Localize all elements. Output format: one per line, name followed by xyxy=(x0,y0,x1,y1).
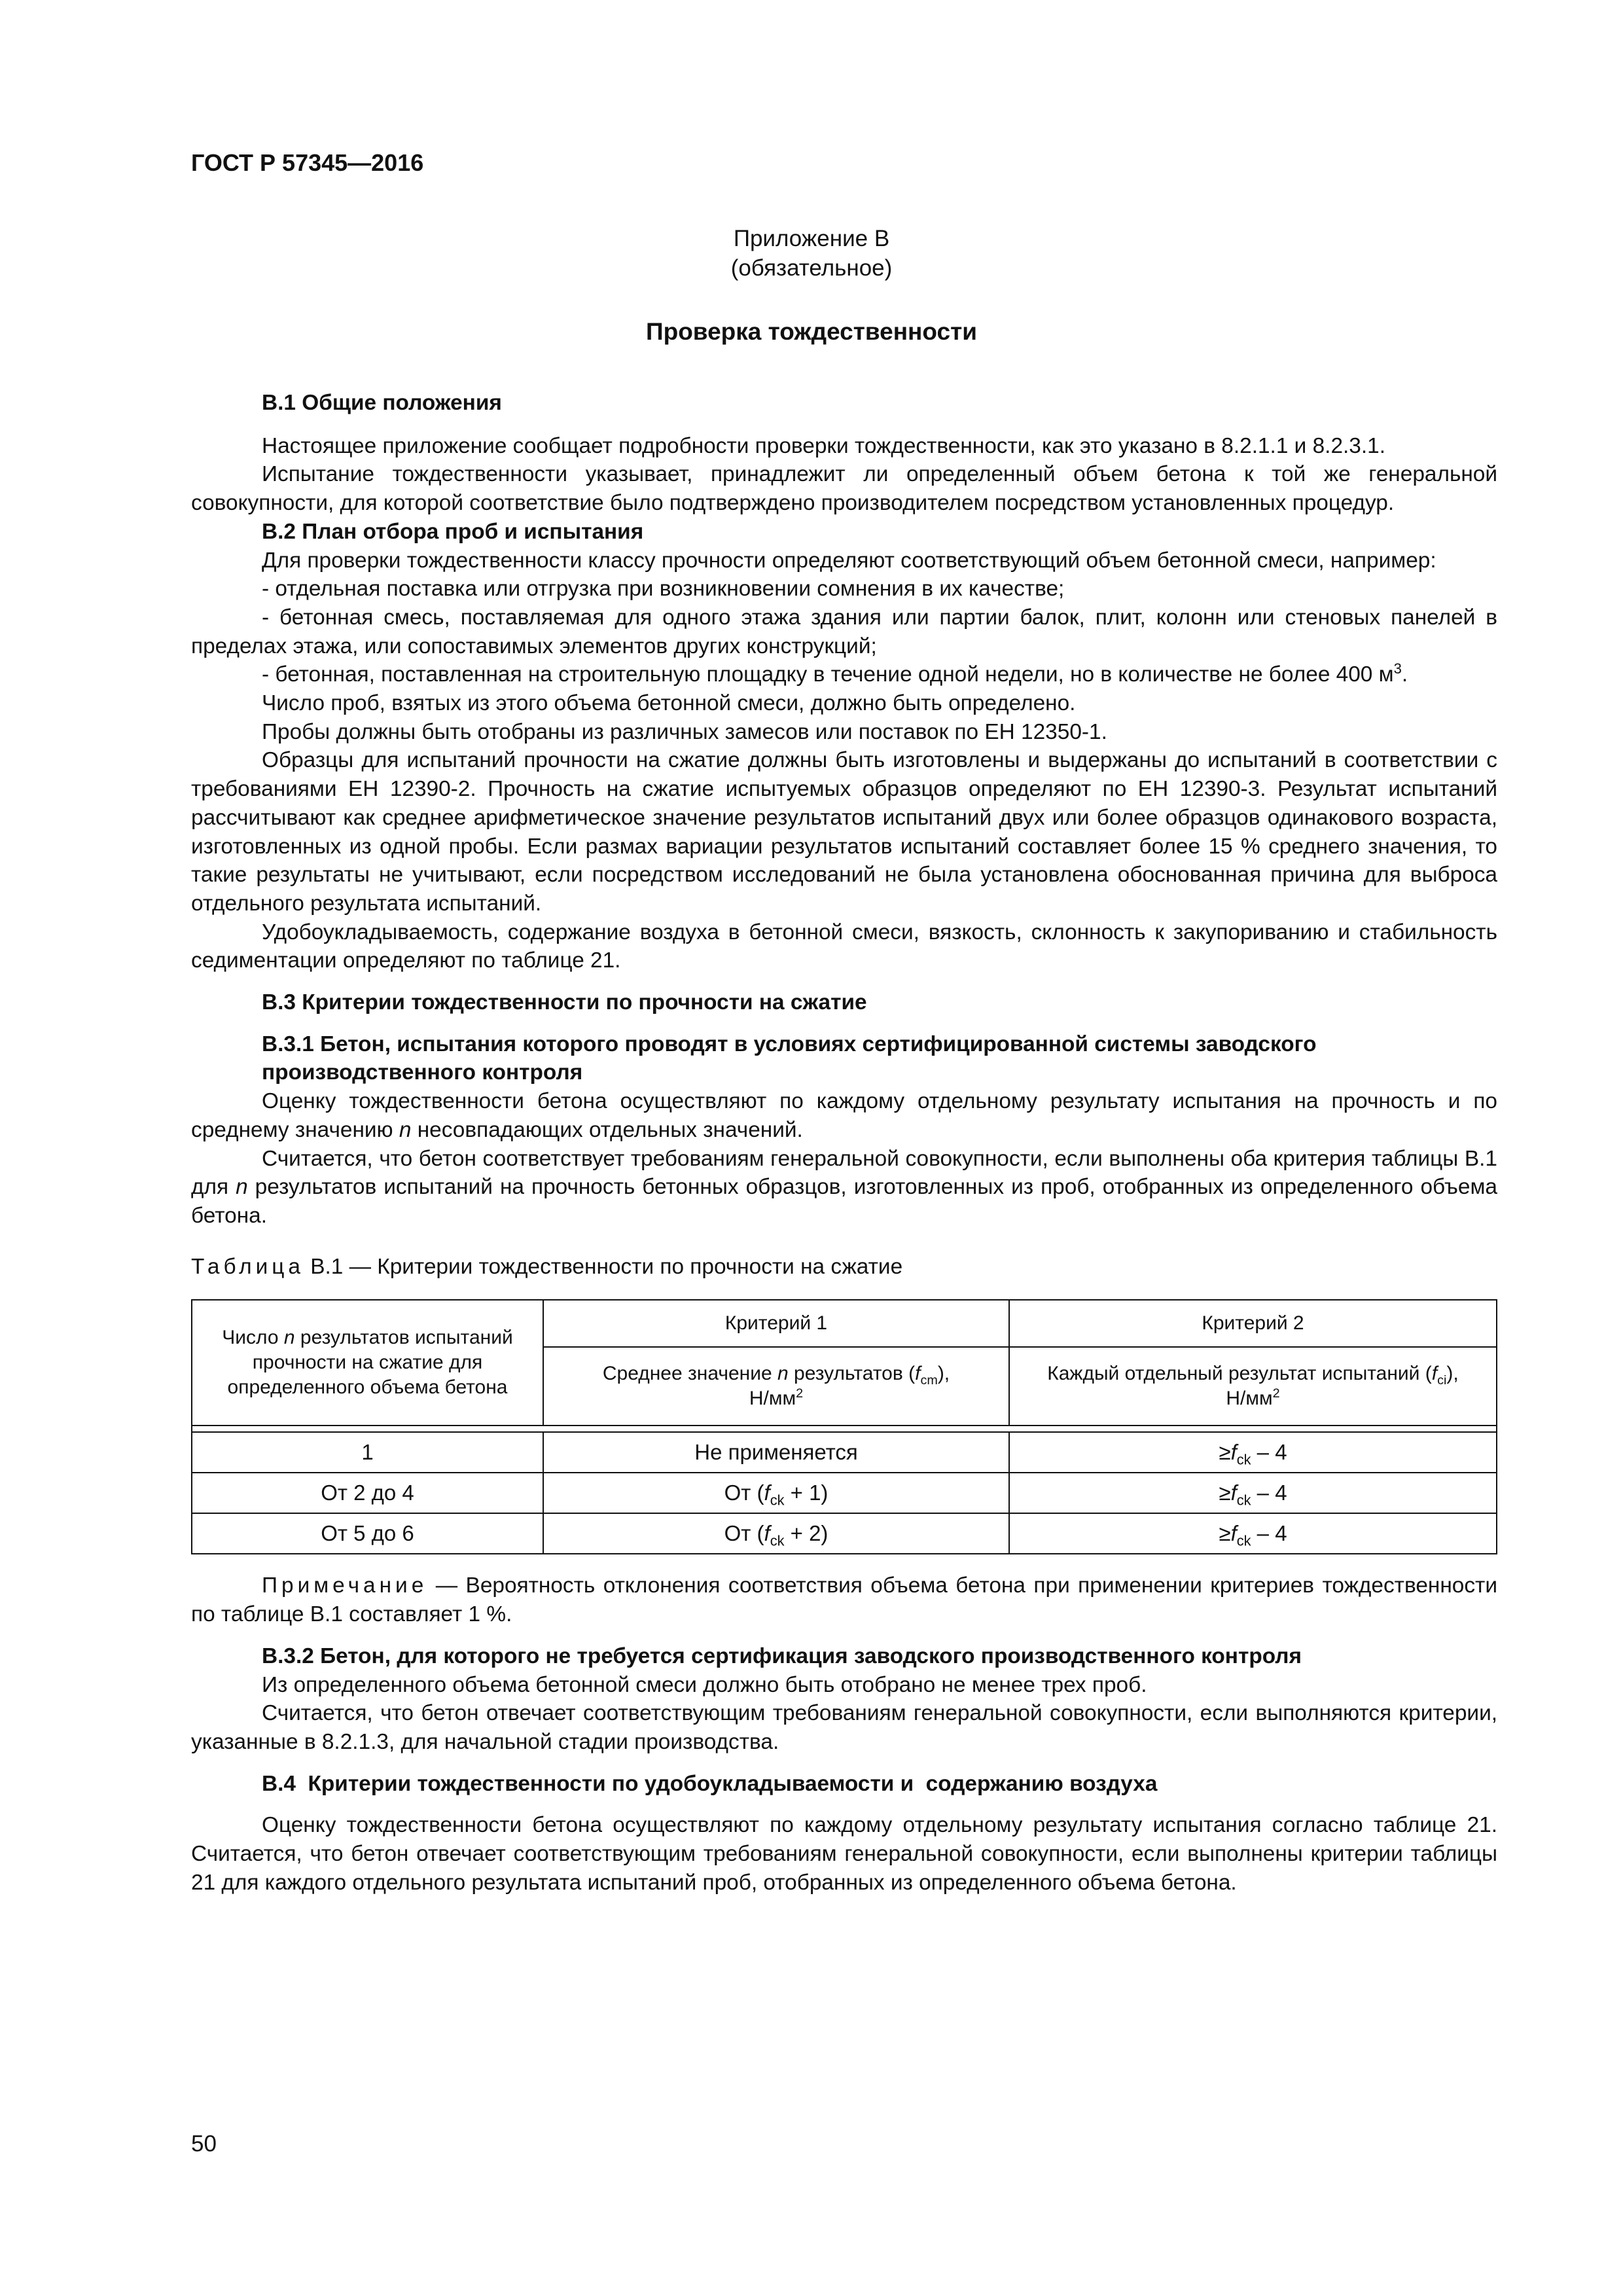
table-header-criterion-2: Критерий 2 xyxy=(1009,1300,1497,1347)
text: ≥ xyxy=(1219,1480,1231,1505)
text: несовпадающих отдельных значений. xyxy=(411,1117,803,1142)
variable-f: f xyxy=(915,1363,921,1385)
subscript: ck xyxy=(770,1492,785,1509)
text: Каждый отдельный результат испытаний ( xyxy=(1047,1363,1432,1385)
text: – 4 xyxy=(1251,1440,1287,1465)
table-caption xyxy=(191,1253,1497,1282)
superscript: 3 xyxy=(1393,660,1402,677)
text: результатов ( xyxy=(788,1363,916,1385)
text: – 4 xyxy=(1251,1521,1287,1546)
subsection-heading-b32: В.3.2 Бетон, для которого не требуется сертификация заводского производственного контроля xyxy=(262,1643,1302,1668)
subscript: ci xyxy=(1437,1373,1447,1388)
section-heading-b2: В.2 План отбора проб и испытания xyxy=(262,519,644,544)
paragraph: Для проверки тождественности классу прочности определяют соответствующий объем бетонной смеси, например: xyxy=(262,548,1436,573)
paragraph: Удобоукладываемость, содержание воздуха в бетонной смеси, вязкость, склонность к закупориванию и стабильность седиментации определяют по таблице 21. xyxy=(191,920,1497,973)
variable-n: n xyxy=(399,1117,412,1142)
text: Число xyxy=(222,1327,284,1349)
list-item-end: . xyxy=(1401,662,1408,687)
text: От ( xyxy=(724,1480,764,1505)
criteria-table xyxy=(191,1299,1497,1554)
variable-n: n xyxy=(283,1327,295,1349)
variable-f: f xyxy=(764,1480,770,1505)
text: результатов испытаний на прочность бетонных образцов, изготовленных из проб, отобранных из определенного объема бетона. xyxy=(191,1175,1497,1228)
table-header-mean-value xyxy=(543,1347,1009,1426)
table-row xyxy=(192,1432,1497,1473)
text: + 2) xyxy=(784,1521,829,1546)
cell-count: От 5 до 6 xyxy=(192,1513,543,1554)
paragraph xyxy=(191,1087,1497,1144)
paragraph: Оценку тождественности бетона осуществляют по каждому отдельному результату испытания согласно таблице 21. Считается, что бетон отвечает соответствующим требованиям генеральной совокупности, если выполнены критерии таблицы 21 для каждого отдельного результата испытаний проб, отобранных из определенного объема бетона. xyxy=(191,1813,1497,1895)
section-heading-b4: В.4 Критерии тождественности по удобоукладываемости и содержанию воздуха xyxy=(262,1771,1158,1796)
subsection-heading-b31: В.3.1 Бетон, испытания которого проводят в условиях сертифицированной системы заводского производственного контроля xyxy=(262,1031,1317,1085)
superscript: 2 xyxy=(1272,1386,1280,1401)
cell-criterion-1 xyxy=(543,1473,1009,1513)
table-note xyxy=(191,1571,1497,1628)
text: Среднее значение xyxy=(602,1363,778,1385)
subscript: ck xyxy=(1236,1532,1251,1549)
section-heading-b1: В.1 Общие положения xyxy=(262,391,502,415)
note-word: Примечание xyxy=(262,1573,428,1598)
variable-f: f xyxy=(764,1521,770,1546)
cell-count: 1 xyxy=(192,1432,543,1473)
table-header-criterion-1: Критерий 1 xyxy=(543,1300,1009,1347)
page-number: 50 xyxy=(191,2131,217,2157)
subscript: cm xyxy=(920,1373,938,1388)
appendix-status: (обязательное) xyxy=(730,255,893,281)
paragraph: Число проб, взятых из этого объема бетонной смеси, должно быть определено. xyxy=(262,691,1076,716)
table-row xyxy=(192,1473,1497,1513)
note-text: — Вероятность отклонения соответствия объема бетона при применении критериев тождественности по таблице В.1 составляет 1 %. xyxy=(191,1573,1497,1627)
text: От ( xyxy=(724,1521,764,1546)
text: Считается, что бетон соответствует требованиям генеральной совокупности, если выполнены оба критерия таблицы В.1 для xyxy=(191,1146,1497,1200)
paragraph: Испытание тождественности указывает, принадлежит ли определенный объем бетона к той же генеральной совокупности, для которой соответствие было подтверждено производителем посредством установленных процедур. xyxy=(191,462,1497,516)
text: Оценку тождественности бетона осуществляют по каждому отдельному результату испытания на прочность и по среднему значению xyxy=(191,1089,1497,1142)
variable-f: f xyxy=(1230,1440,1237,1465)
variable-f: f xyxy=(1431,1363,1438,1385)
table-caption-text: В.1 — Критерии тождественности по прочности на сжатие xyxy=(304,1254,903,1279)
cell-criterion-2 xyxy=(1009,1432,1497,1473)
subscript: ck xyxy=(1236,1492,1251,1509)
document-body xyxy=(191,389,1497,1897)
variable-f: f xyxy=(1230,1521,1237,1546)
text: ≥ xyxy=(1219,1521,1231,1546)
paragraph: Образцы для испытаний прочности на сжатие должны быть изготовлены и выдержаны до испытаний в соответствии с требованиями ЕН 12390-2. Прочность на сжатие испытуемых образцов определяют по ЕН 12390-3. Результат испытаний рассчитывают как среднее арифметическое значение результатов испытаний двух или более образцов одинакового возраста, изготовленных из одной пробы. Если размах вариации результатов испытаний составляет более 15 % среднего значения, то такие результаты не учитывают, если посредством исследований не была установлена обоснованная причина для выброса отдельного результата испытаний. xyxy=(191,748,1497,916)
cell-count: От 2 до 4 xyxy=(192,1473,543,1513)
table-row xyxy=(192,1513,1497,1554)
cell-criterion-2 xyxy=(1009,1513,1497,1554)
subscript: ck xyxy=(1236,1451,1251,1468)
table-header-individual-value xyxy=(1009,1347,1497,1426)
text: + 1) xyxy=(784,1480,829,1505)
text: – 4 xyxy=(1251,1480,1287,1505)
subscript: ck xyxy=(770,1532,785,1549)
variable-n: n xyxy=(236,1175,248,1200)
paragraph: Из определенного объема бетонной смеси должно быть отобрано не менее трех проб. xyxy=(262,1672,1147,1697)
text: ≥ xyxy=(1219,1440,1231,1465)
text: результатов испытаний прочности на сжатие для определенного объема бетона xyxy=(227,1327,513,1399)
list-item-text: - бетонная, поставленная на строительную площадку в течение одной недели, но в количестве не более 400 м xyxy=(262,662,1394,687)
paragraph: Настоящее приложение сообщает подробности проверки тождественности, как это указано в 8.2.1.1 и 8.2.3.1. xyxy=(262,433,1385,458)
section-heading-b3: В.3 Критерии тождественности по прочности на сжатие xyxy=(262,990,867,1015)
unit: Н/мм xyxy=(749,1388,796,1410)
page-title: Проверка тождественности xyxy=(646,318,977,345)
text: ), xyxy=(937,1363,950,1385)
variable-f: f xyxy=(1230,1480,1237,1505)
table-caption-word: Таблица xyxy=(191,1254,304,1279)
variable-n: n xyxy=(777,1363,789,1385)
paragraph: Пробы должны быть отобраны из различных замесов или поставок по ЕН 12350-1. xyxy=(262,719,1107,744)
appendix-title: Приложение В xyxy=(733,226,890,251)
paragraph: Считается, что бетон отвечает соответствующим требованиям генеральной совокупности, если выполняются критерии, указанные в 8.2.1.3, для начальной стадии производства. xyxy=(191,1701,1497,1754)
list-item: - отдельная поставка или отгрузка при возникновении сомнения в их качестве; xyxy=(262,577,1065,601)
table-header-count xyxy=(192,1300,543,1426)
document-code: ГОСТ Р 57345—2016 xyxy=(191,149,424,176)
text: Не применяется xyxy=(694,1440,858,1465)
cell-criterion-1 xyxy=(543,1513,1009,1554)
list-item: - бетонная смесь, поставляемая для одного этажа здания или партии балок, плит, колонн или стеновых панелей в пределах этажа, или сопоставимых элементов других конструкций; xyxy=(191,605,1497,658)
unit: Н/мм xyxy=(1226,1388,1273,1410)
superscript: 2 xyxy=(796,1386,804,1401)
list-item xyxy=(191,660,1497,689)
text: ), xyxy=(1446,1363,1459,1385)
cell-criterion-1 xyxy=(543,1432,1009,1473)
paragraph xyxy=(191,1145,1497,1230)
cell-criterion-2 xyxy=(1009,1473,1497,1513)
